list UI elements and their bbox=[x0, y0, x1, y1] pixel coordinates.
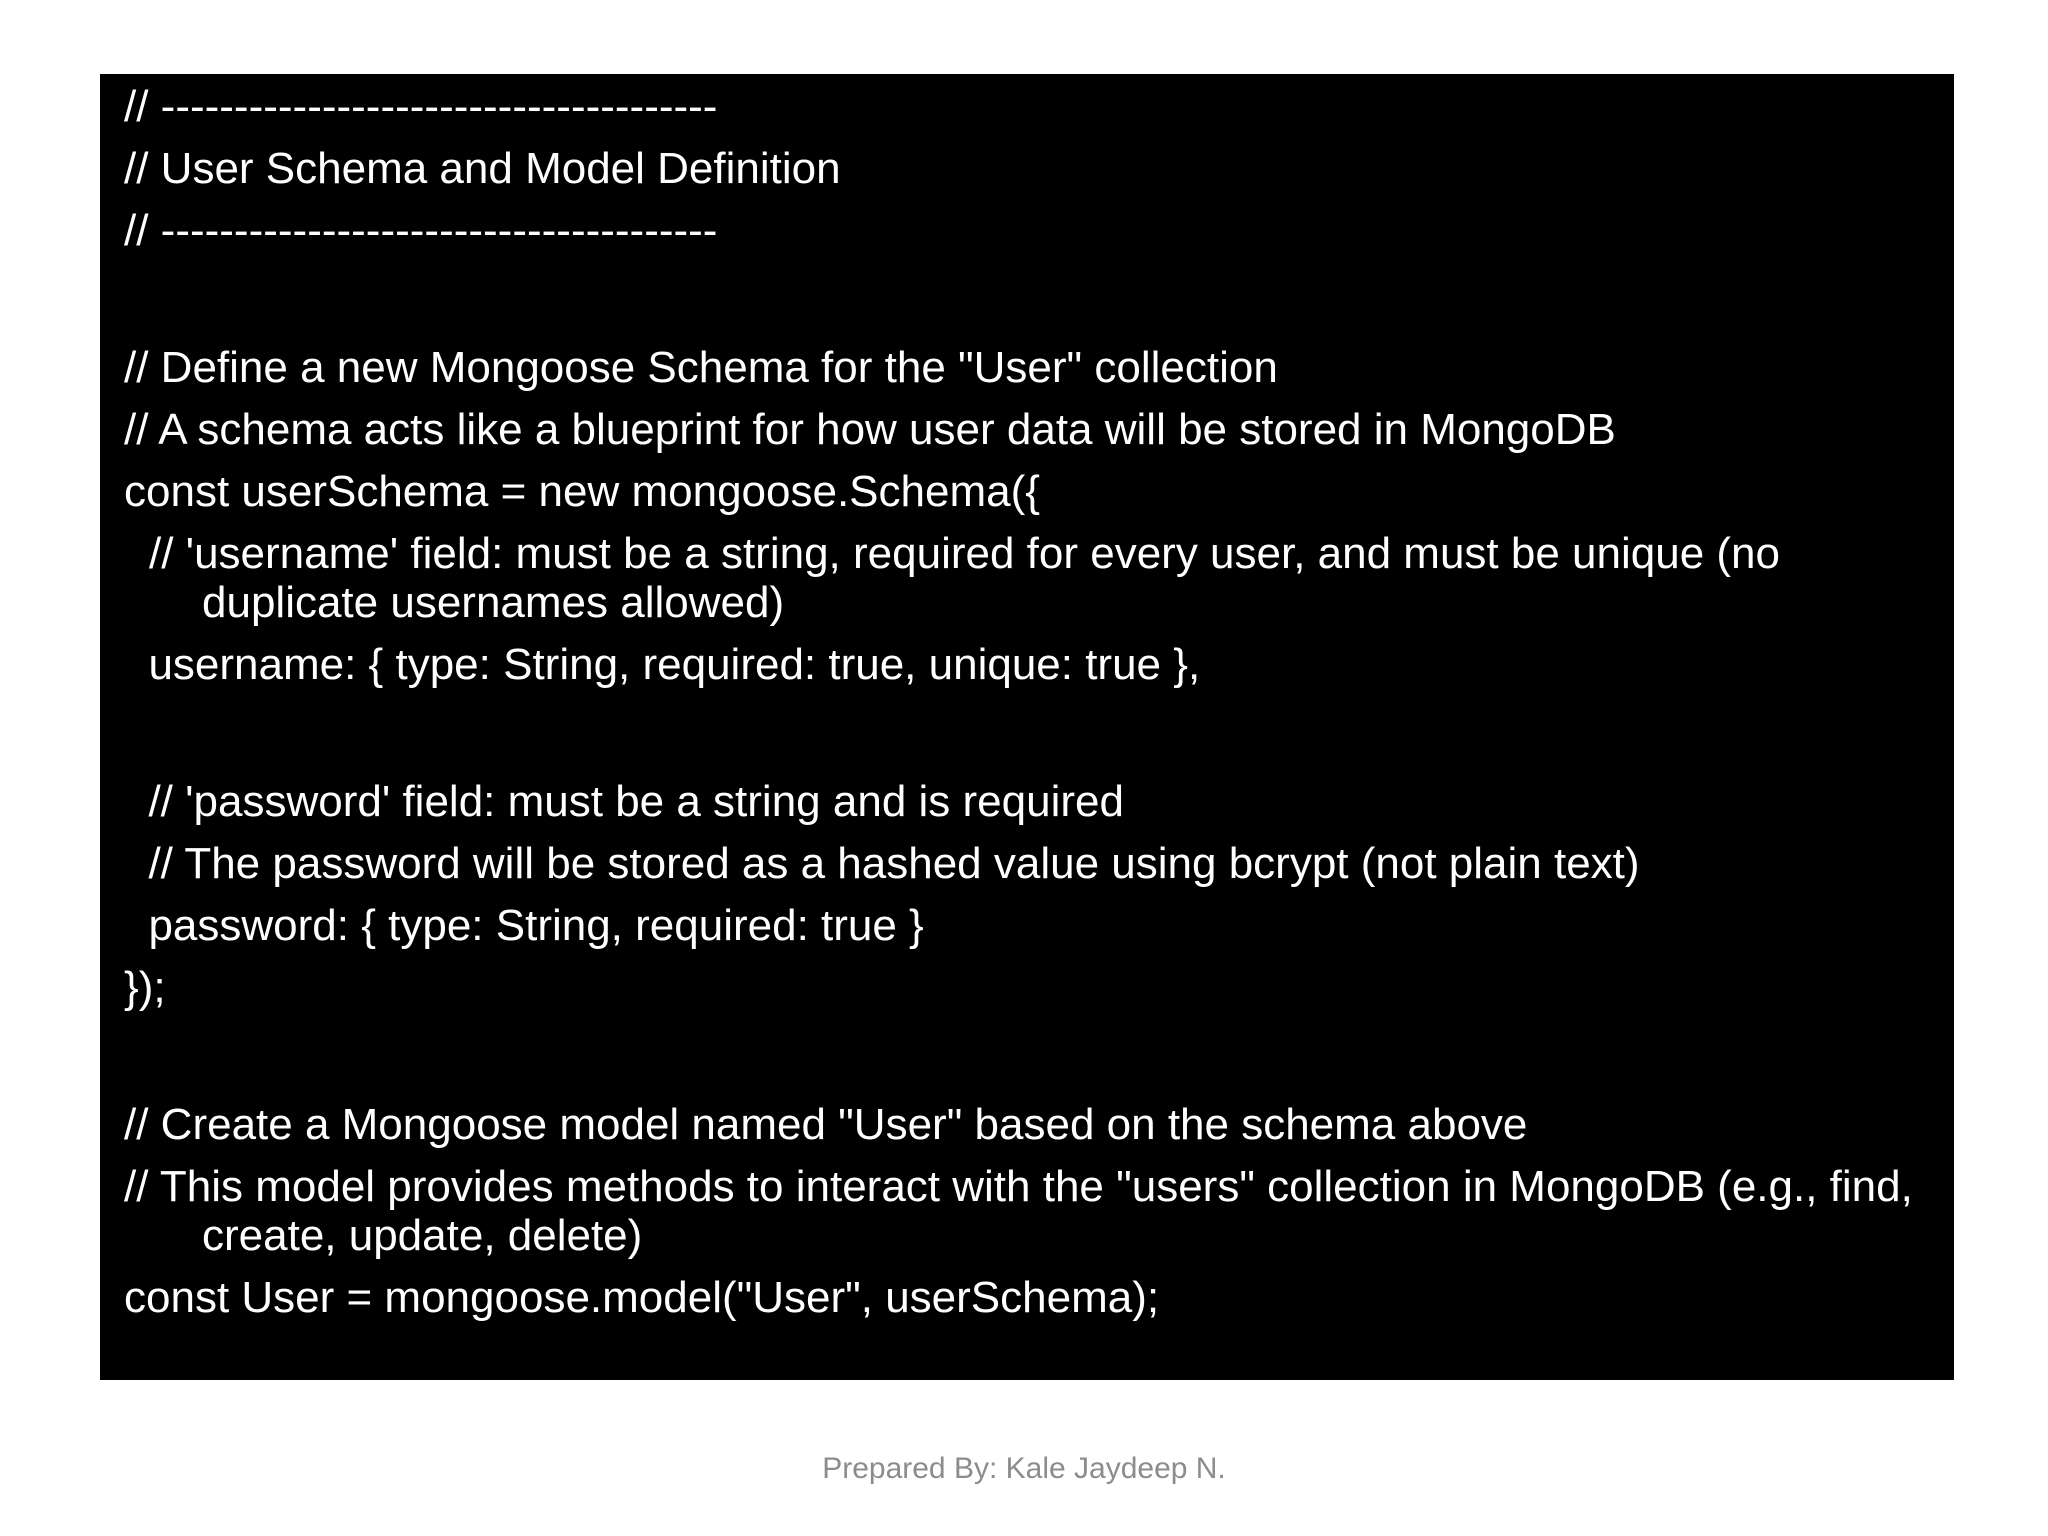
code-line: // 'password' field: must be a string and is required bbox=[124, 777, 1124, 826]
code-line: // This model provides methods to interact with the "users" collection in MongoDB (e.g., find, create, update, delete) bbox=[124, 1162, 1913, 1260]
code-line-blank bbox=[124, 702, 1930, 764]
code-line: }); bbox=[124, 963, 166, 1012]
code-line: // User Schema and Model Definition bbox=[124, 144, 841, 193]
code-line: const userSchema = new mongoose.Schema({ bbox=[124, 467, 1040, 516]
code-block bbox=[100, 74, 1954, 1380]
code-line: password: { type: String, required: true } bbox=[124, 901, 924, 950]
code-line-blank bbox=[124, 1025, 1930, 1087]
code-line: // The password will be stored as a hashed value using bcrypt (not plain text) bbox=[124, 839, 1640, 888]
code-line: // -------------------------------------- bbox=[124, 206, 718, 255]
code-line: // A schema acts like a blueprint for how user data will be stored in MongoDB bbox=[124, 405, 1616, 454]
code-line-blank bbox=[124, 268, 1930, 330]
code-line: const User = mongoose.model("User", userSchema); bbox=[124, 1273, 1160, 1322]
footer-credit: Prepared By: Kale Jaydeep N. bbox=[822, 1452, 1226, 1485]
code-line: // Create a Mongoose model named "User" based on the schema above bbox=[124, 1100, 1528, 1149]
code-line: username: { type: String, required: true, unique: true }, bbox=[124, 640, 1201, 689]
code-line: // Define a new Mongoose Schema for the "User" collection bbox=[124, 343, 1278, 392]
code-line: // 'username' field: must be a string, required for every user, and must be unique (no duplicate usernames allowed) bbox=[149, 529, 1780, 627]
code-line: // -------------------------------------- bbox=[124, 82, 718, 131]
